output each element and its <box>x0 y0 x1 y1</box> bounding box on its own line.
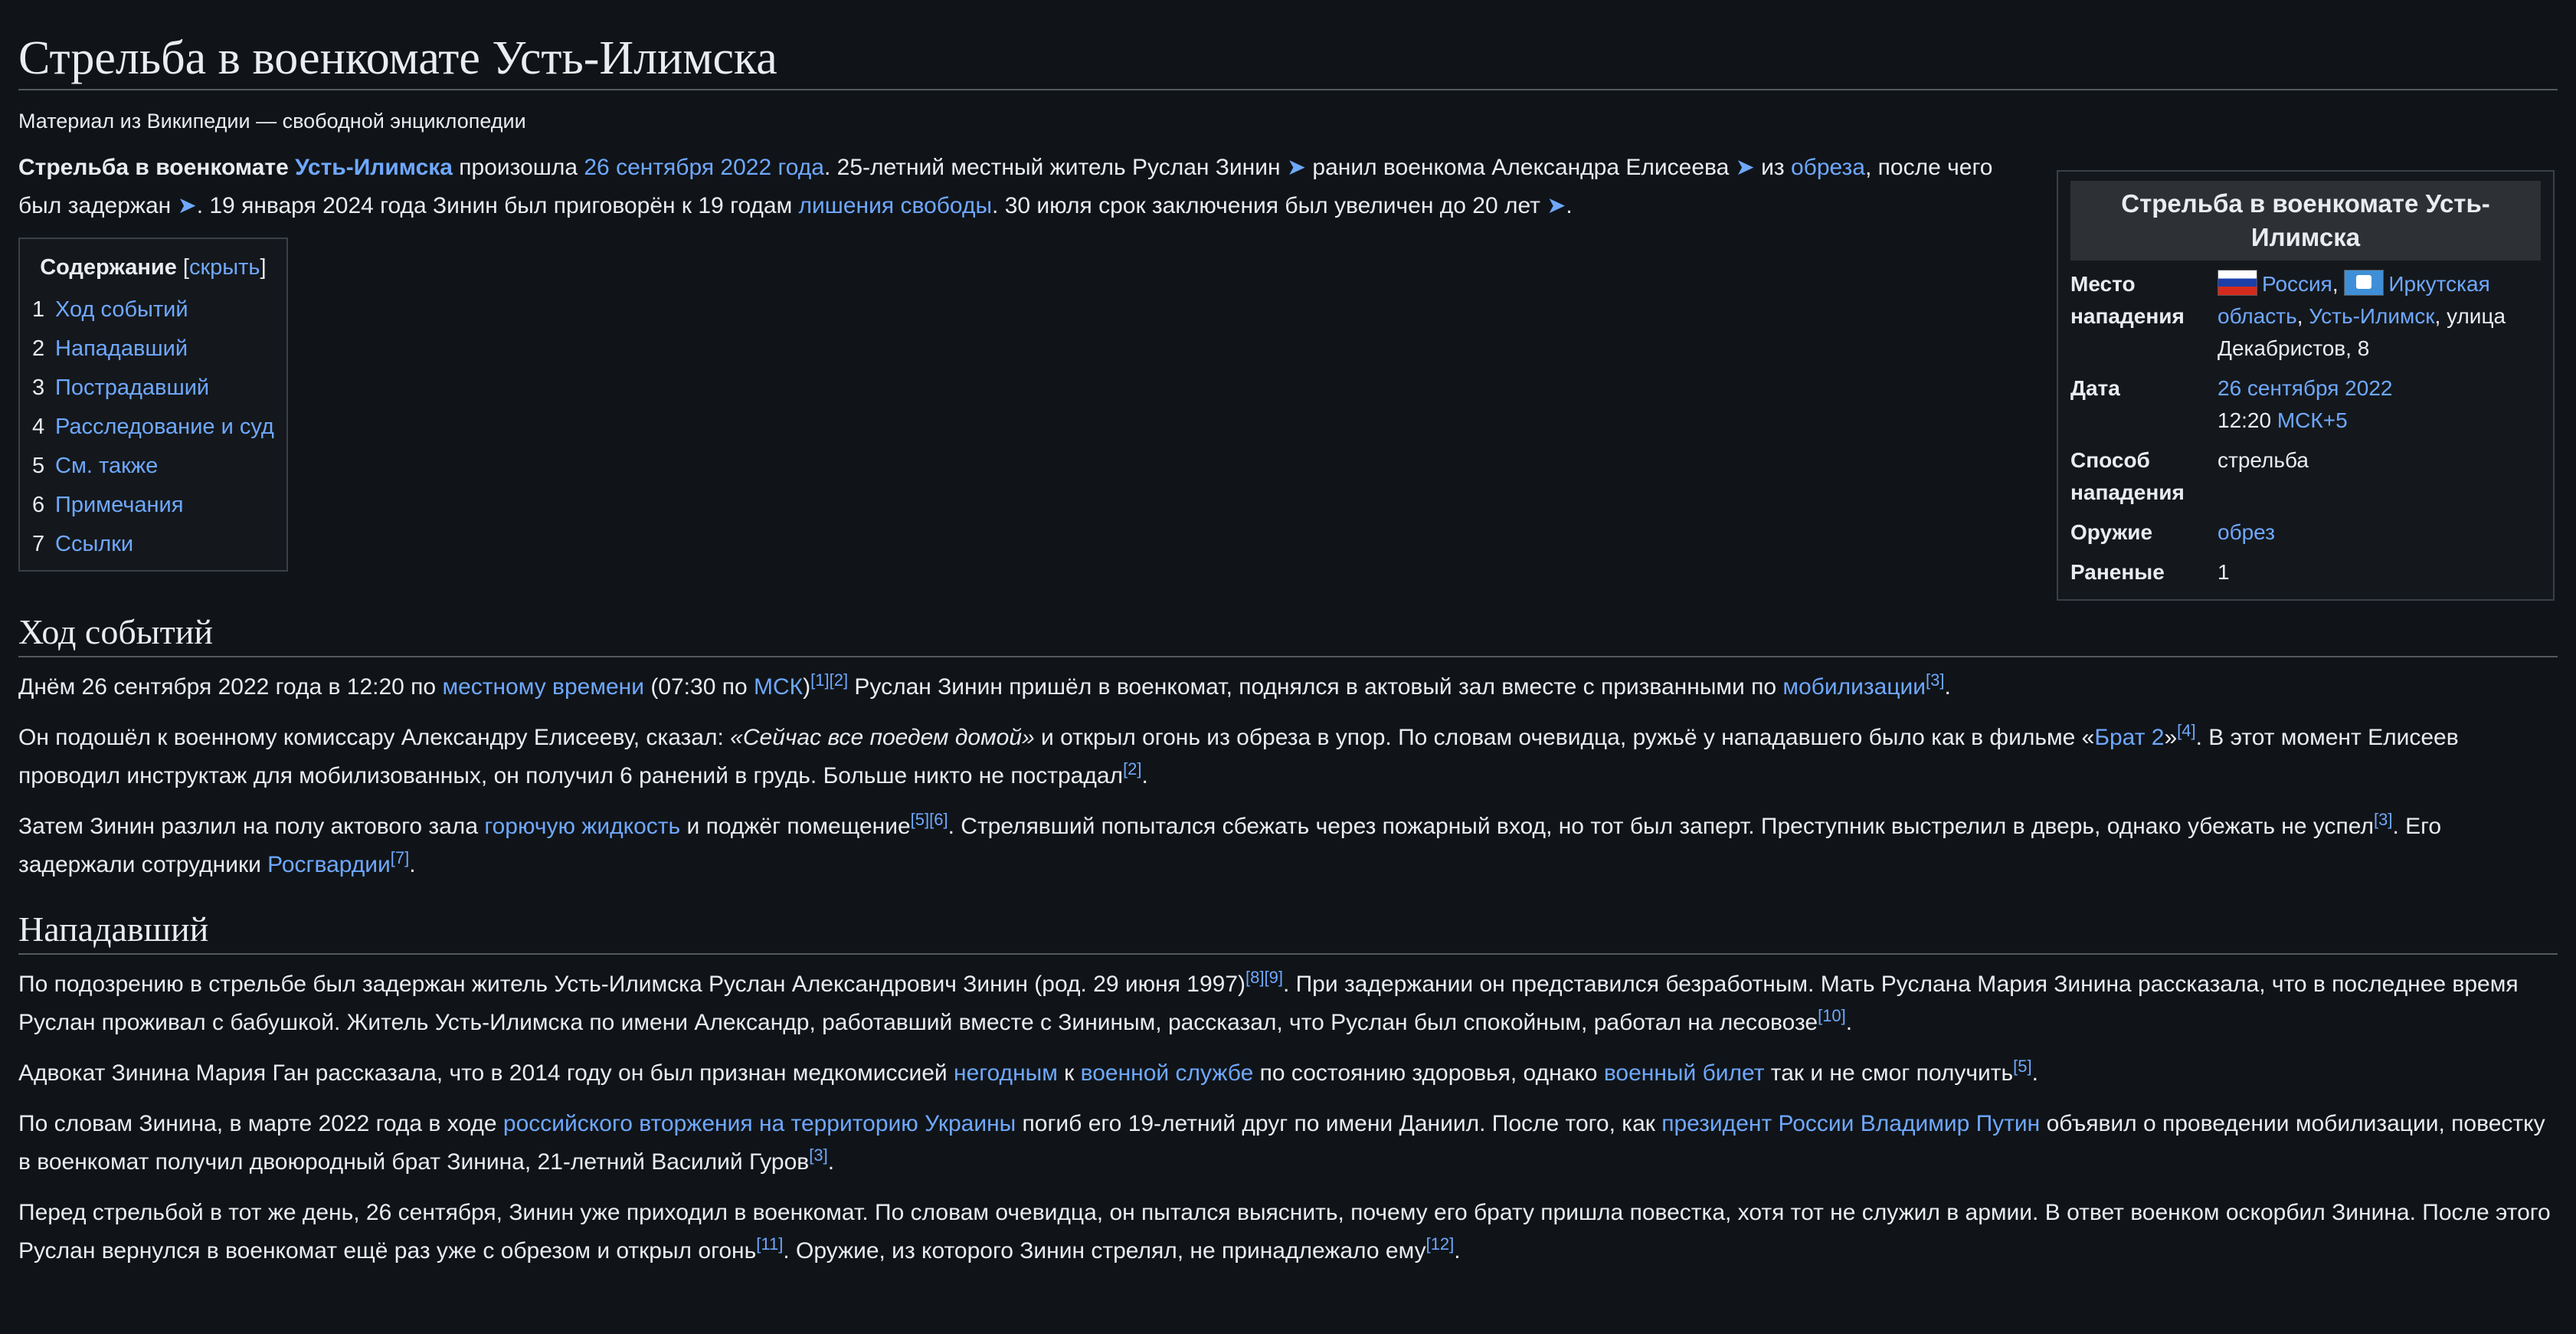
link-mobilization[interactable]: мобилизации <box>1782 674 1926 700</box>
link-irkutsk-oblast[interactable]: Иркутская область <box>2218 272 2490 328</box>
text: Перед стрельбой в тот же день, 26 сентября, Зинин уже приходил в военкомат. По словам очевидца, он пытался выяснить, почему его брату пришла повестка, хотя тот не служил в армии. В ответ военком оскорбил Зинина. После этого Руслан вернулся в военкомат ещё раз уже с обрезом и открыл огонь <box>18 1200 2551 1264</box>
toc-item <box>32 290 274 329</box>
toc-num: 2 <box>32 336 45 361</box>
infobox-row-wounded <box>2070 556 2541 588</box>
text: По словам Зинина, в марте 2022 года в ходе <box>18 1111 503 1136</box>
link-obrez[interactable]: обрез <box>2218 520 2275 544</box>
paragraph <box>18 668 2558 706</box>
intro-text: произошла <box>452 155 584 180</box>
toc-link[interactable]: См. также <box>55 454 159 478</box>
section-heading-attacker: Нападавший <box>18 907 2558 955</box>
infobox-time: 12:20 <box>2218 408 2277 432</box>
toc-num: 1 <box>32 297 45 322</box>
link-date[interactable]: 26 сентября 2022 <box>2218 376 2393 400</box>
ref-link[interactable]: [8] <box>1245 968 1265 987</box>
intro-text: Стрельба в военкомате <box>18 155 296 180</box>
text: . <box>409 852 416 877</box>
text: (07:30 по <box>643 674 754 700</box>
toc-item <box>32 525 274 564</box>
arrow-icon[interactable]: ➤ <box>1547 193 1566 218</box>
text: погиб его 19-летний друг по имени Даниил. После того, как <box>1016 1111 1662 1136</box>
toc-num: 3 <box>32 375 45 400</box>
toc-item <box>32 486 274 525</box>
arrow-icon[interactable]: ➤ <box>1735 155 1755 180</box>
intro-text: , после чего был задержан <box>18 155 1993 218</box>
intro-text: . 19 января 2024 года Зинин был приговорён к 19 годам <box>196 193 799 218</box>
ref-link[interactable]: [4] <box>2177 721 2196 740</box>
ref-link[interactable]: [6] <box>929 810 948 829</box>
toc-link[interactable]: Пострадавший <box>55 375 210 400</box>
ref-link[interactable]: [2] <box>1123 759 1142 778</box>
text: . Его задержали сотрудники <box>18 814 2442 877</box>
text: . Оружие, из которого Зинин стрелял, не принадлежало ему <box>783 1238 1426 1264</box>
infobox-street: , улица Декабристов, 8 <box>2218 304 2506 360</box>
paragraph <box>18 965 2558 1042</box>
intro-paragraph: Стрельба в военкомате Усть-Илимска произошла 26 сентября 2022 года. 25-летний местный житель Руслан Зинин ➤ ранил военкома Александра Елисеева ➤ из обреза, после чего был задержан ➤. 19 января 2024 года Зинин был приговорён к 19 годам лишения свободы. 30 июля срок заключения был увеличен до 20 лет ➤. <box>18 155 1993 218</box>
toc-link[interactable]: Ход событий <box>55 297 188 322</box>
toc-item <box>32 329 274 369</box>
toc-link[interactable]: Расследование и суд <box>55 415 274 439</box>
text: . <box>827 1149 835 1175</box>
infobox-label: Способ нападения <box>2070 448 2185 504</box>
text: Адвокат Зинина Мария Ган рассказала, что в 2014 году он был признан медкомиссией <box>18 1060 954 1086</box>
link-rosgvardia[interactable]: Росгвардии <box>267 852 391 877</box>
text: объявил о проведении мобилизации, повестку в военкомат получил двоюродный брат Зинина, 21-летний Василий Гуров <box>18 1111 2545 1175</box>
tagline: Материал из Википедии — свободной энциклопедии <box>18 110 526 133</box>
ref-link[interactable]: [11] <box>756 1234 784 1254</box>
paragraph <box>18 1054 2558 1093</box>
toc-item <box>32 447 274 486</box>
link-ust-ilimsk[interactable]: Усть-Илимск <box>2309 304 2435 328</box>
link-imprisonment[interactable]: лишения свободы <box>798 193 993 218</box>
text: . <box>1141 763 1148 788</box>
infobox-row-method <box>2070 444 2541 509</box>
text: к <box>1057 1060 1081 1086</box>
infobox-row-place <box>2070 268 2541 365</box>
ref-link[interactable]: [7] <box>390 848 410 867</box>
intro-text: из <box>1754 155 1791 180</box>
ref-link[interactable]: [12] <box>1425 1234 1455 1254</box>
text: так и не смог получить <box>1764 1060 2014 1086</box>
toc-num: 6 <box>32 493 45 517</box>
paragraph <box>18 719 2558 795</box>
ref-link[interactable]: [3] <box>2373 810 2393 829</box>
infobox-title: Стрельба в военкомате Усть-Илимска <box>2070 181 2541 261</box>
link-date-intro[interactable]: 26 сентября 2022 года <box>584 155 824 180</box>
text: Руслан Зинин пришёл в военкомат, поднялся в актовый зал вместе с призванными по <box>848 674 1783 700</box>
infobox-label: Раненые <box>2070 560 2165 584</box>
link-msk[interactable]: МСК <box>753 674 804 700</box>
paragraph <box>18 1105 2558 1182</box>
infobox-value: стрельба <box>2218 448 2309 472</box>
link-brat-2[interactable]: Брат 2 <box>2094 725 2165 750</box>
toc-toggle[interactable]: скрыть <box>188 255 260 280</box>
link-unfit[interactable]: негодным <box>954 1060 1058 1086</box>
quote: «Сейчас все поедем домой» <box>730 725 1035 750</box>
ref-link[interactable]: [2] <box>829 670 849 690</box>
text: и поджёг помещение <box>680 814 911 839</box>
toc-num: 4 <box>32 415 45 439</box>
toc-item <box>32 408 274 447</box>
text: . <box>2031 1060 2038 1086</box>
text: по состоянию здоровья, однако <box>1253 1060 1604 1086</box>
toc-num: 7 <box>32 532 45 556</box>
ref-link[interactable]: [5] <box>2013 1057 2032 1076</box>
infobox <box>2057 170 2555 601</box>
text: . Стрелявший попытался сбежать через пожарный вход, но тот был заперт. Преступник выстрелил в дверь, однако убежать не успел <box>948 814 2374 839</box>
text: . В этот момент Елисеев проводил инструктаж для мобилизованных, он получил 6 ранений в грудь. Больше никто не пострадал <box>18 725 2459 788</box>
link-military-service[interactable]: военной службе <box>1080 1060 1254 1086</box>
link-flammable-liquid[interactable]: горючую жидкость <box>484 814 681 839</box>
link-local-time[interactable]: местному времени <box>442 674 644 700</box>
intro-text: . 25-летний местный житель Руслан Зинин <box>823 155 1281 180</box>
toc-link[interactable]: Ссылки <box>55 532 134 556</box>
toc-header: Содержание [скрыть] <box>40 255 267 280</box>
infobox-value: 1 <box>2218 560 2230 584</box>
toc-item <box>32 369 274 408</box>
text: и открыл огонь из обреза в упор. По словам очевидца, ружьё у нападавшего было как в фильме « <box>1034 725 2095 750</box>
table-of-contents <box>18 238 288 572</box>
link-president-putin[interactable]: президент России Владимир Путин <box>1661 1111 2041 1136</box>
arrow-icon[interactable]: ➤ <box>177 193 197 218</box>
text: . <box>1454 1238 1461 1264</box>
ref-link[interactable]: [1] <box>810 670 830 690</box>
infobox-label: Дата <box>2070 376 2120 400</box>
ref-link[interactable]: [10] <box>1818 1006 1846 1025</box>
link-military-id[interactable]: военный билет <box>1603 1060 1765 1086</box>
toc-title: Содержание <box>40 255 177 280</box>
infobox-row-weapon <box>2070 516 2541 549</box>
infobox-row-date <box>2070 372 2541 437</box>
ref-link[interactable]: [3] <box>809 1146 828 1165</box>
toc-num: 5 <box>32 454 45 478</box>
text: По подозрению в стрельбе был задержан житель Усть-Илимска Руслан Александрович Зинин (род. 29 июня 1997) <box>18 972 1246 997</box>
arrow-icon[interactable]: ➤ <box>1286 155 1307 180</box>
irkutsk-flag-icon <box>2344 270 2384 296</box>
text: Он подошёл к военному комиссару Александру Елисееву, сказал: <box>18 725 731 750</box>
text: . <box>1944 674 1951 700</box>
intro-bold <box>18 155 453 180</box>
page-title: Стрельба в военкомате Усть-Илимска <box>18 0 2558 90</box>
infobox-label: Место нападения <box>2070 272 2185 328</box>
russia-flag-icon <box>2218 270 2257 296</box>
link-msk5[interactable]: МСК+5 <box>2277 408 2348 432</box>
text: ) <box>803 674 811 700</box>
toc-link[interactable]: Нападавший <box>55 336 188 361</box>
toc-link[interactable]: Примечания <box>55 493 184 517</box>
ref-link[interactable]: [5] <box>910 810 930 829</box>
text: » <box>2164 725 2178 750</box>
section-heading-events: Ход событий <box>18 610 2558 657</box>
link-invasion[interactable]: российского вторжения на территорию Украины <box>502 1111 1016 1136</box>
paragraph <box>18 1194 2558 1270</box>
infobox-label: Оружие <box>2070 520 2153 544</box>
infobox-value <box>2218 516 2541 549</box>
link-obrez-intro[interactable]: обреза <box>1790 155 1865 180</box>
intro-text: . 30 июля срок заключения был увеличен до 20 лет <box>992 193 1540 218</box>
paragraph <box>18 808 2558 884</box>
link-russia[interactable]: Россия <box>2262 272 2332 296</box>
text: . <box>1845 1010 1853 1035</box>
ref-link[interactable]: [9] <box>1264 968 1283 987</box>
infobox-value <box>2218 372 2541 437</box>
link-ust-ilimsk-intro[interactable]: Усть-Илимска <box>295 155 453 180</box>
text: . При задержании он представился безработным. Мать Руслана Мария Зинина рассказала, что в последнее время Руслан проживал с бабушкой. Житель Усть-Илимска по имени Александр, работавший вместе с Зининым, рассказал, что Руслан был спокойным, работал на лесовозе <box>18 972 2519 1035</box>
text: Затем Зинин разлил на полу актового зала <box>18 814 485 839</box>
infobox-value: Россия, Иркутская область, Усть-Илимск, улица Декабристов, 8 <box>2218 268 2541 365</box>
ref-link[interactable]: [3] <box>1926 670 1945 690</box>
text: Днём 26 сентября 2022 года в 12:20 по <box>18 674 443 700</box>
intro-text: ранил военкома Александра Елисеева <box>1306 155 1730 180</box>
